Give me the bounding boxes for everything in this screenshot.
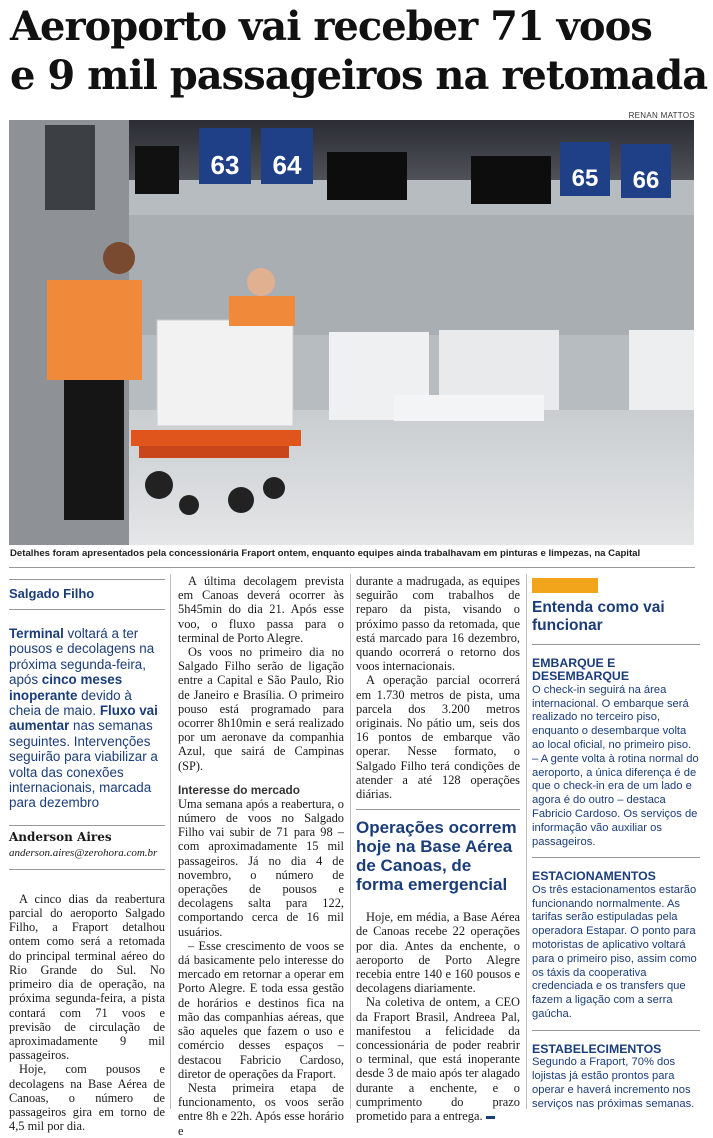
photo-caption: Detalhes foram apresentados pela concessionária Fraport ontem, enquanto equipes ainda trabalhavam em pinturas e limpezas, na Capital	[10, 548, 641, 559]
article-body	[178, 797, 344, 1138]
svg-text:66: 66	[632, 167, 660, 194]
sidebar-text-estacionamentos: Os três estacionamentos estarão funcionando normalmente. As tarifas serão estipuladas pela operadora Estapar. O ponto para motoristas de aplicativo voltará para o primeiro piso, assim como os táxis da cooperativa credenciada e os transfers que fazem a ligação com a serra gaúcha.	[532, 883, 697, 1020]
paragraph: Hoje, em média, a Base Aérea de Canoas recebe 22 operações por dia. Antes da enchente, o aeroporto de Porto Alegre recebia entre 140 e 160 pousos e decolagens diariamente.	[356, 910, 520, 996]
sidebar-text-embarque: O check-in seguirá na área internacional. O embarque será realizado no terceiro piso, enquanto o desembarque volta ao local oficial, no primeiro piso. – A gente volta à rotina normal do aeroporto, a única diferença é de que o check-in era de um lado e agora é do outro – destaca Fabricio Cardoso. Os serviços de informação vão auxiliar os passageiros.	[532, 683, 699, 848]
svg-text:64: 64	[272, 150, 302, 180]
sidebar-heading-estabelecimentos: ESTABELECIMENTOS	[532, 1041, 662, 1056]
headline-line-2: e 9 mil passageiros na retomada	[10, 52, 708, 99]
lead-bold: Fluxo vai aumentar	[9, 703, 158, 734]
paragraph-text: Na coletiva de ontem, a CEO da Fraport Brasil, Andreea Pal, manifestou a felicidade da concessionária de poder reabrir o terminal, que está inoperante desde 3 de maio após ter alagado durante a enchente, e o cumprimento do prazo prometido para a entrega.	[356, 995, 520, 1124]
lead-text: nas semanas seguintes. Intervenções seguirão para viabilizar a volta das conexões internacionais, marcada para dezembro	[9, 718, 158, 811]
article-body	[356, 574, 520, 801]
paragraph: A operação parcial ocorrerá em 1.730 metros de pista, uma parcela dos 3.200 metros originais. No pátio um, seis dos 16 pontos de embarque vão operar. Nesse formato, o Salgado Filho terá condições de atender a até 128 operações diárias.	[356, 673, 520, 802]
article-body	[178, 574, 344, 773]
lead-text: devido à cheia de maio.	[9, 687, 132, 719]
article-column-1	[9, 574, 165, 1133]
svg-text:63: 63	[210, 150, 240, 180]
headline-line-1: Aeroporto vai receber 71 voos	[10, 3, 652, 50]
headline	[10, 2, 708, 100]
sidebar-accent-bar	[532, 578, 598, 593]
author-email[interactable]: anderson.aires@zerohora.com.br	[9, 846, 158, 859]
article-body	[9, 892, 165, 1133]
airport-terminal-illustration	[9, 120, 694, 545]
lead-bold: Terminal	[9, 626, 64, 641]
box-headline: Operações ocorrem hoje na Base Aérea de Canoas, de forma emergencial	[356, 809, 520, 894]
article-column-3	[356, 574, 520, 1123]
column-divider	[350, 574, 351, 1109]
gate-sign-65	[560, 142, 610, 196]
divider	[9, 567, 695, 568]
byline	[9, 825, 165, 870]
sidebar-heading-estacionamentos: ESTACIONAMENTOS	[532, 869, 656, 884]
lead-bold: cinco meses inoperante	[9, 672, 123, 703]
photo-credit: RENAN MATTOS	[628, 111, 695, 120]
paragraph: Hoje, com pousos e decolagens na Base Aérea de Canoas, o número de passageiros gira em torno de 4,5 mil por dia.	[9, 1062, 165, 1134]
end-mark-icon	[486, 1116, 495, 1119]
gate-sign-66	[621, 144, 671, 198]
paragraph: Uma semana após a reabertura, o número de voos no Salgado Filho vai subir de 71 para 98 – com aproximadamente 15 mil passageiros. Já no dia 4 de novembro, o número de operações de pousos e decolagens salta para 122, comportando cerca de 16 mil usuários.	[178, 796, 344, 939]
sidebar-title: Entenda como vai funcionar	[532, 599, 700, 645]
paragraph: A cinco dias da reabertura parcial do aeroporto Salgado Filho, a Fraport detalhou ontem como será a retomada do principal terminal aéreo do Rio Grande do Sul. No primeiro dia de operação, na próxima segunda-feira, a pista contará com 71 voos e previsão de circulação de aproximadamente 9 mil passageiros.	[9, 891, 165, 1063]
sidebar-text-estabelecimentos: Segundo a Fraport, 70% dos lojistas já estão prontos para operar e haverá incremento nos serviços nas próximas semanas.	[532, 1056, 695, 1110]
lead-text: voltará a ter pousos e decolagens na próxima segunda-feira, após	[9, 626, 155, 688]
section-tag: Salgado Filho	[9, 579, 165, 610]
paragraph: durante a madrugada, as equipes seguirão com trabalhos de reparo da pista, visando o próximo passo da retomada, que está marcado para 16 dezembro, quando ocorrerá o retorno dos voos internacionais.	[356, 574, 520, 674]
gate-sign-63	[199, 128, 251, 184]
divider	[532, 1030, 700, 1031]
subheading: Interesse do mercado	[178, 782, 300, 797]
author-name: Anderson Aires	[9, 829, 112, 844]
paragraph	[356, 995, 520, 1123]
gate-sign-64	[261, 128, 313, 184]
paragraph: Nesta primeira etapa de funcionamento, os voos serão entre 8h e 22h. Após esse horário e	[178, 1080, 344, 1138]
column-divider	[526, 574, 527, 1109]
sidebar	[532, 574, 700, 1111]
divider	[532, 857, 700, 858]
svg-text:65: 65	[571, 165, 599, 192]
article-column-2	[178, 574, 344, 1138]
column-divider	[170, 574, 171, 1109]
paragraph: A última decolagem prevista em Canoas deverá ocorrer às 5h45min do dia 21. Após esse voo, o fluxo passa para o terminal de Porto Alegre.	[178, 574, 344, 645]
article-body	[356, 910, 520, 1123]
article-lead	[9, 626, 165, 811]
paragraph: Os voos no primeiro dia no Salgado Filho serão de ligação entre a Capital e São Paulo, Rio de Janeiro e Brasília. O primeiro pouso está programado para ocorrer 8h10min e será realizado por um aeronave da companhia Azul, que sairá de Campinas (SP).	[178, 645, 344, 773]
news-photo	[9, 120, 694, 545]
sidebar-heading-embarque: EMBARQUE E DESEMBARQUE	[532, 656, 630, 684]
paragraph: – Esse crescimento de voos se dá basicamente pelo interesse do mercado em retornar a operar em Porto Alegre. E toda essa gestão de horários e destinos fica na mão das companhias aéreas, que são aqueles que fazem o uso e comércio desses espaços – destacou Fabricio Cardoso, diretor de operações da Fraport.	[178, 938, 344, 1081]
